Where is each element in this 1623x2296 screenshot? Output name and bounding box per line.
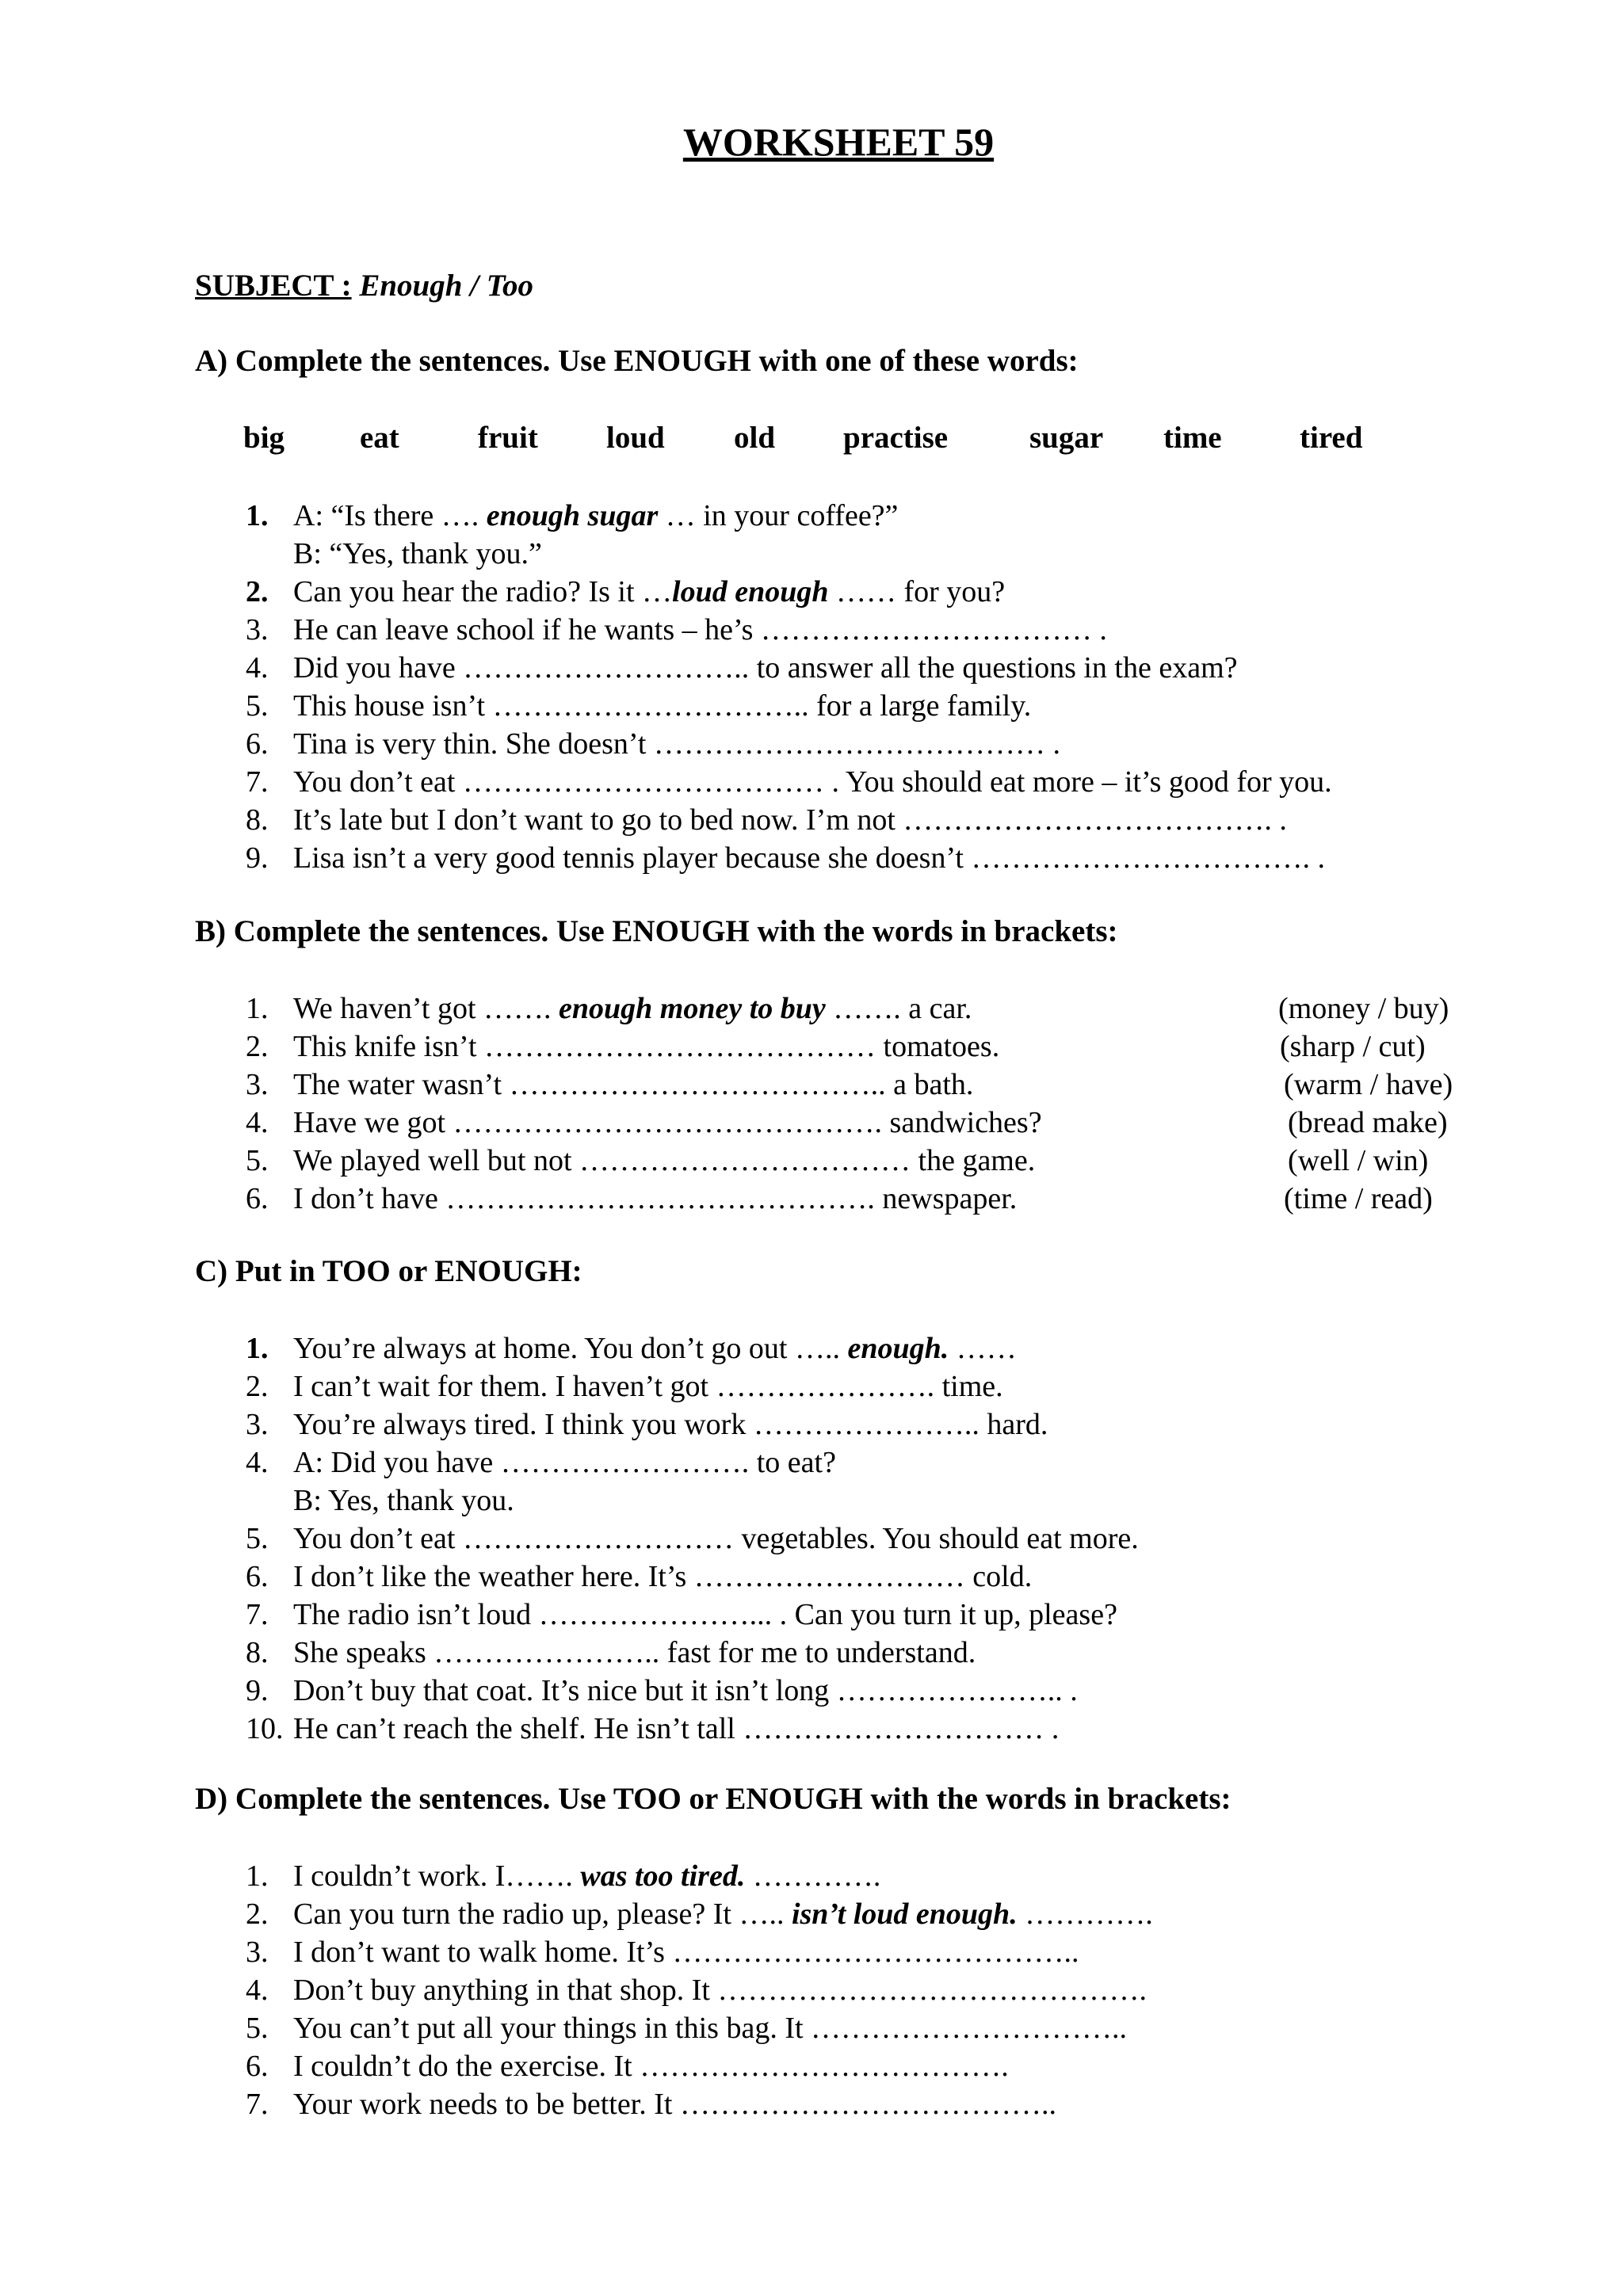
sentence-text (293, 687, 1031, 725)
sentence-text (293, 1367, 1003, 1405)
sentence-part: We played well but not …………………………… the game. (293, 1144, 1036, 1177)
sentence-part: You don’t eat ……………………… vegetables. You should eat more. (293, 1522, 1139, 1555)
item-number: 5. (246, 689, 269, 723)
subject-label: SUBJECT : (195, 269, 352, 303)
item-number: 7. (246, 2088, 269, 2121)
sentence-text (293, 1710, 1059, 1748)
sentence-part: I don’t like the weather here. It’s ……………………… cold. (293, 1560, 1033, 1593)
sentence-part: This knife isn’t ………………………………… tomatoes. (293, 1030, 1000, 1063)
sentence-text (293, 611, 1107, 649)
bracket-hint: (money / buy) (1278, 992, 1449, 1025)
sentence-text (293, 1520, 1139, 1558)
sentence-part: B: “Yes, thank you.” (293, 537, 542, 570)
sentence-part: He can leave school if he wants – he’s …………………………… . (293, 613, 1107, 646)
sentence-text (293, 1971, 1147, 2009)
sentence-part: Have we got ……………………………………. sandwiches? (293, 1106, 1042, 1139)
sentence-part: Don’t buy that coat. It’s nice but it isn’t long ………………….. . (293, 1674, 1078, 1707)
sentence-part: The radio isn’t loud …………………... . Can you turn it up, please? (293, 1598, 1117, 1631)
item-number: 8. (246, 803, 269, 837)
bracket-hint: (sharp / cut) (1280, 1030, 1426, 1063)
item-number: 2. (246, 575, 269, 608)
item-number: 10. (246, 1712, 284, 1745)
item-number: 1. (246, 499, 269, 532)
item-number: 6. (246, 2050, 269, 2083)
item-number: 3. (246, 1068, 269, 1101)
sentence-text (293, 1895, 1153, 1933)
sentence-part: Did you have ……………………….. to answer all the questions in the exam? (293, 651, 1238, 685)
sentence-text (293, 1634, 976, 1672)
sentence-text (293, 1444, 836, 1482)
item-number: 3. (246, 613, 269, 646)
sentence-part: ……. a car. (825, 992, 972, 1025)
example-answer: loud enough (672, 575, 829, 608)
bracket-hint: (warm / have) (1284, 1068, 1453, 1101)
example-answer: enough sugar (486, 499, 659, 532)
sentence-part: I couldn’t do the exercise. It ………………………………. (293, 2050, 1009, 2083)
sentence-part: A: Did you have ……………………. to eat? (293, 1446, 836, 1479)
item-number: 9. (246, 1674, 269, 1707)
sentence-part: I don’t have ……………………………………. newspaper. (293, 1182, 1018, 1215)
item-number: 8. (246, 1636, 269, 1669)
example-answer: was too tired. (580, 1859, 746, 1893)
sentence-part: We haven’t got ……. (293, 992, 559, 1025)
sentence-text (293, 1329, 1017, 1367)
sentence-part: Can you hear the radio? Is it … (293, 575, 673, 608)
sentence-text (293, 763, 1332, 801)
sentence-part: B: Yes, thank you. (293, 1484, 514, 1517)
sentence-part: The water wasn’t ……………………………….. a bath. (293, 1068, 974, 1101)
item-number: 4. (246, 1106, 269, 1139)
bracket-hint: (time / read) (1284, 1182, 1433, 1215)
item-number: 2. (246, 1897, 269, 1931)
sentence-text (293, 2009, 1127, 2047)
item-number: 6. (246, 1560, 269, 1593)
sentence-part: …………. (1017, 1897, 1153, 1931)
sentence-part: Don’t buy anything in that shop. It ……………………………………. (293, 1974, 1147, 2007)
sentence-part: You’re always tired. I think you work ………………….. hard. (293, 1408, 1048, 1441)
section-c-heading: C) Put in TOO or ENOUGH: (195, 1254, 582, 1288)
sentence-text (293, 1596, 1117, 1634)
bracket-hint: (well / win) (1288, 1144, 1429, 1177)
item-number: 7. (246, 1598, 269, 1631)
item-number: 1. (246, 1859, 269, 1893)
worksheet-title: WORKSHEET 59 (682, 120, 995, 164)
sentence-text (293, 801, 1287, 839)
subject-line (195, 268, 533, 303)
sentence-part: It’s late but I don’t want to go to bed now. I’m not ………………………………. . (293, 803, 1287, 837)
sentence-part: I don’t want to walk home. It’s ………………………………….. (293, 1936, 1079, 1969)
bracket-hint: (bread make) (1288, 1106, 1448, 1139)
sentence-text (293, 1933, 1079, 1971)
example-answer: enough money to buy (559, 992, 826, 1025)
sentence-text (293, 725, 1060, 763)
sentence-part: This house isn’t ………………………….. for a large family. (293, 689, 1032, 723)
sentence-part: You’re always at home. You don’t go out ….. (293, 1332, 848, 1365)
word-bank-item: practise (843, 421, 949, 455)
sentence-text (293, 990, 972, 1028)
item-number: 1. (246, 992, 269, 1025)
sentence-text (293, 839, 1325, 877)
item-number: 4. (246, 651, 269, 685)
sentence-part: …… for you? (828, 575, 1006, 608)
item-number: 6. (246, 727, 269, 761)
sentence-part: … in your coffee?” (658, 499, 899, 532)
sentence-part: You can’t put all your things in this bag. It ………………………….. (293, 2012, 1128, 2045)
item-number: 3. (246, 1408, 269, 1441)
sentence-text (293, 1066, 973, 1104)
sentence-part: A: “Is there …. (293, 499, 487, 532)
sentence-part: I couldn’t work. I……. (293, 1859, 581, 1893)
item-number: 3. (246, 1936, 269, 1969)
example-answer: enough. (847, 1332, 949, 1365)
sentence-text (293, 2085, 1056, 2123)
item-number: 2. (246, 1030, 269, 1063)
section-a-heading: A) Complete the sentences. Use ENOUGH with one of these words: (195, 344, 1079, 378)
sentence-part: Tina is very thin. She doesn’t ………………………………… . (293, 727, 1060, 761)
word-bank-item: big (243, 421, 285, 455)
sentence-text (293, 535, 542, 573)
item-number: 4. (246, 1446, 269, 1479)
item-number: 4. (246, 1974, 269, 2007)
sentence-text (293, 1857, 880, 1895)
sentence-part: …………. (745, 1859, 881, 1893)
sentence-part: Lisa isn’t a very good tennis player because she doesn’t ……………………………. . (293, 841, 1325, 875)
sentence-part: He can’t reach the shelf. He isn’t tall ………………………… . (293, 1712, 1060, 1745)
sentence-text (293, 1672, 1078, 1710)
item-number: 6. (246, 1182, 269, 1215)
item-number: 5. (246, 1144, 269, 1177)
section-b-heading: B) Complete the sentences. Use ENOUGH with the words in brackets: (195, 914, 1118, 948)
word-bank-item: eat (360, 421, 399, 455)
subject-value: Enough / Too (359, 269, 534, 303)
word-bank-item: tired (1300, 421, 1363, 455)
word-bank-item: sugar (1029, 421, 1104, 455)
sentence-text (293, 649, 1238, 687)
item-number: 5. (246, 1522, 269, 1555)
word-bank-item: time (1163, 421, 1222, 455)
sentence-text (293, 1558, 1032, 1596)
item-number: 1. (246, 1332, 269, 1365)
sentence-text (293, 1104, 1042, 1142)
word-bank-item: fruit (478, 421, 538, 455)
sentence-part: She speaks ………………….. fast for me to understand. (293, 1636, 976, 1669)
sentence-text (293, 2047, 1009, 2085)
sentence-text (293, 573, 1005, 611)
item-number: 9. (246, 841, 269, 875)
item-number: 2. (246, 1370, 269, 1403)
sentence-part: Your work needs to be better. It ……………………………….. (293, 2088, 1056, 2121)
example-answer: isn’t loud enough. (791, 1897, 1018, 1931)
sentence-part: Can you turn the radio up, please? It ….. (293, 1897, 792, 1931)
sentence-text (293, 1142, 1035, 1180)
sentence-text (293, 1180, 1017, 1218)
sentence-text (293, 1482, 514, 1520)
item-number: 7. (246, 765, 269, 799)
sentence-text (293, 497, 898, 535)
sentence-text (293, 1405, 1048, 1444)
sentence-part: You don’t eat ……………………………… . You should eat more – it’s good for you. (293, 765, 1332, 799)
word-bank-item: loud (606, 421, 665, 455)
sentence-text (293, 1028, 999, 1066)
sentence-part: I can’t wait for them. I haven’t got …………………. time. (293, 1370, 1003, 1403)
section-d-heading: D) Complete the sentences. Use TOO or ENOUGH with the words in brackets: (195, 1782, 1232, 1816)
word-bank-item: old (734, 421, 776, 455)
sentence-part: …… (949, 1332, 1017, 1365)
item-number: 5. (246, 2012, 269, 2045)
